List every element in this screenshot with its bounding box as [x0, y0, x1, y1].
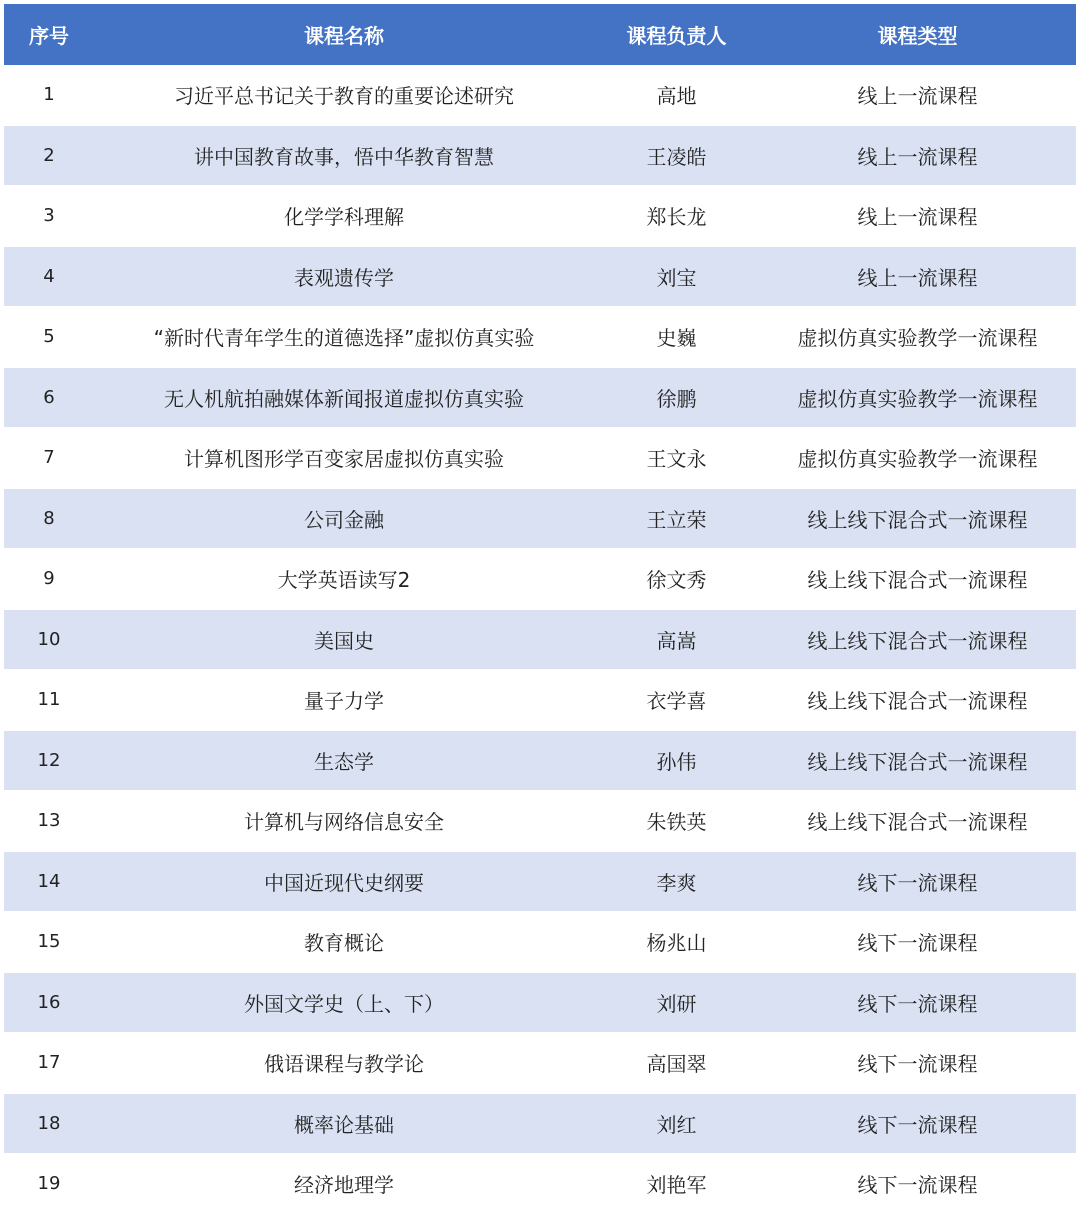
cell-serial-number: 2	[43, 144, 55, 166]
table-row	[4, 1033, 1076, 1094]
cell-course-type: 线下一流课程	[857, 1173, 978, 1198]
cell-course-owner: 徐鹏	[656, 386, 697, 411]
cell-course-type: 线上一流课程	[857, 144, 978, 169]
cell-serial-number: 12	[37, 749, 61, 771]
cell-course-name: 表观遗传学	[294, 265, 394, 290]
cell-course-type: 线上一流课程	[857, 265, 978, 290]
cell-course-type: 线下一流课程	[857, 931, 978, 956]
cell-course-owner: 刘红	[656, 1112, 697, 1137]
table-row	[4, 791, 1076, 852]
cell-course-type: 线上线下混合式一流课程	[807, 628, 1028, 653]
cell-course-type: 线上线下混合式一流课程	[807, 749, 1028, 774]
cell-course-owner: 高嵩	[656, 628, 697, 653]
table-row	[4, 912, 1076, 973]
cell-course-name: 概率论基础	[294, 1112, 394, 1137]
cell-course-owner: 李爽	[656, 870, 697, 895]
table-row	[4, 670, 1076, 731]
cell-course-owner: 高国翠	[646, 1052, 707, 1077]
table-row	[4, 549, 1076, 610]
cell-serial-number: 19	[37, 1173, 61, 1195]
cell-course-name: 生态学	[314, 749, 374, 774]
cell-course-name: 无人机航拍融媒体新闻报道虚拟仿真实验	[164, 386, 524, 411]
cell-serial-number: 14	[37, 870, 61, 892]
cell-course-name: 化学学科理解	[284, 205, 404, 230]
cell-course-type: 虚拟仿真实验教学一流课程	[797, 447, 1038, 472]
cell-course-owner: 孙伟	[656, 749, 697, 774]
cell-course-type: 虚拟仿真实验教学一流课程	[797, 326, 1038, 351]
cell-course-name: 外国文学史（上、下）	[244, 991, 444, 1016]
course-table	[4, 4, 1076, 1215]
cell-course-type: 虚拟仿真实验教学一流课程	[797, 386, 1038, 411]
cell-serial-number: 11	[37, 689, 61, 711]
cell-serial-number: 13	[37, 810, 61, 832]
cell-course-type: 线上一流课程	[857, 205, 978, 230]
cell-serial-number: 6	[43, 386, 55, 408]
cell-serial-number: 17	[37, 1052, 61, 1074]
cell-course-type: 线下一流课程	[857, 991, 978, 1016]
table-row	[4, 852, 1076, 913]
table-row	[4, 126, 1076, 187]
cell-course-owner: 徐文秀	[646, 568, 707, 593]
cell-course-name: 大学英语读写2	[277, 568, 411, 593]
table-row	[4, 731, 1076, 792]
cell-course-owner: 刘宝	[656, 265, 697, 290]
cell-serial-number: 18	[37, 1112, 61, 1134]
cell-course-owner: 高地	[656, 84, 697, 109]
table-row	[4, 247, 1076, 308]
cell-course-owner: 王立荣	[646, 507, 707, 532]
cell-course-type: 线上线下混合式一流课程	[807, 689, 1028, 714]
cell-course-type: 线下一流课程	[857, 1052, 978, 1077]
cell-serial-number: 15	[37, 931, 61, 953]
cell-serial-number: 16	[37, 991, 61, 1013]
cell-serial-number: 10	[37, 628, 61, 650]
table-row	[4, 186, 1076, 247]
cell-serial-number: 3	[43, 205, 55, 227]
cell-course-name: 中国近现代史纲要	[264, 870, 424, 895]
cell-course-owner: 郑长龙	[646, 205, 707, 230]
table-row	[4, 610, 1076, 671]
cell-course-name: 习近平总书记关于教育的重要论述研究	[174, 84, 514, 109]
cell-course-owner: 杨兆山	[646, 931, 707, 956]
cell-course-type: 线下一流课程	[857, 870, 978, 895]
header-course-owner: 课程负责人	[626, 24, 727, 48]
cell-serial-number: 5	[43, 326, 55, 348]
cell-course-name: 讲中国教育故事，悟中华教育智慧	[194, 144, 494, 169]
cell-serial-number: 8	[43, 507, 55, 529]
table-header	[4, 4, 1076, 65]
cell-course-type: 线上线下混合式一流课程	[807, 507, 1028, 532]
cell-course-name: 计算机图形学百变家居虚拟仿真实验	[184, 447, 504, 472]
cell-serial-number: 7	[43, 447, 55, 469]
cell-course-name: 美国史	[314, 628, 374, 653]
cell-serial-number: 4	[43, 265, 55, 287]
cell-course-name: 教育概论	[304, 931, 384, 956]
table-row	[4, 368, 1076, 429]
cell-course-name: 公司金融	[304, 507, 384, 532]
header-serial-number: 序号	[29, 24, 69, 48]
cell-course-name: 计算机与网络信息安全	[244, 810, 444, 835]
cell-course-owner: 王凌皓	[646, 144, 707, 169]
table-row	[4, 489, 1076, 550]
cell-course-type: 线上线下混合式一流课程	[807, 810, 1028, 835]
cell-course-type: 线上一流课程	[857, 84, 978, 109]
cell-course-name: 量子力学	[304, 689, 384, 714]
table-body	[4, 65, 1076, 1215]
cell-course-type: 线上线下混合式一流课程	[807, 568, 1028, 593]
header-course-type: 课程类型	[877, 24, 958, 48]
cell-course-name: 俄语课程与教学论	[264, 1052, 424, 1077]
cell-serial-number: 9	[43, 568, 55, 590]
table-row	[4, 428, 1076, 489]
table-row	[4, 973, 1076, 1034]
table-row	[4, 1094, 1076, 1155]
cell-course-type: 线下一流课程	[857, 1112, 978, 1137]
cell-course-name: “新时代青年学生的道德选择”虚拟仿真实验	[153, 326, 535, 351]
table-row	[4, 307, 1076, 368]
cell-course-owner: 刘研	[656, 991, 697, 1016]
cell-course-owner: 王文永	[646, 447, 707, 472]
cell-course-owner: 衣学喜	[646, 689, 707, 714]
cell-course-owner: 刘艳军	[646, 1173, 707, 1198]
cell-course-owner: 朱铁英	[646, 810, 707, 835]
table-row	[4, 1154, 1076, 1215]
cell-serial-number: 1	[43, 84, 55, 106]
header-course-name: 课程名称	[304, 24, 384, 48]
table-row	[4, 65, 1076, 126]
cell-course-name: 经济地理学	[294, 1173, 394, 1198]
cell-course-owner: 史巍	[656, 326, 697, 351]
